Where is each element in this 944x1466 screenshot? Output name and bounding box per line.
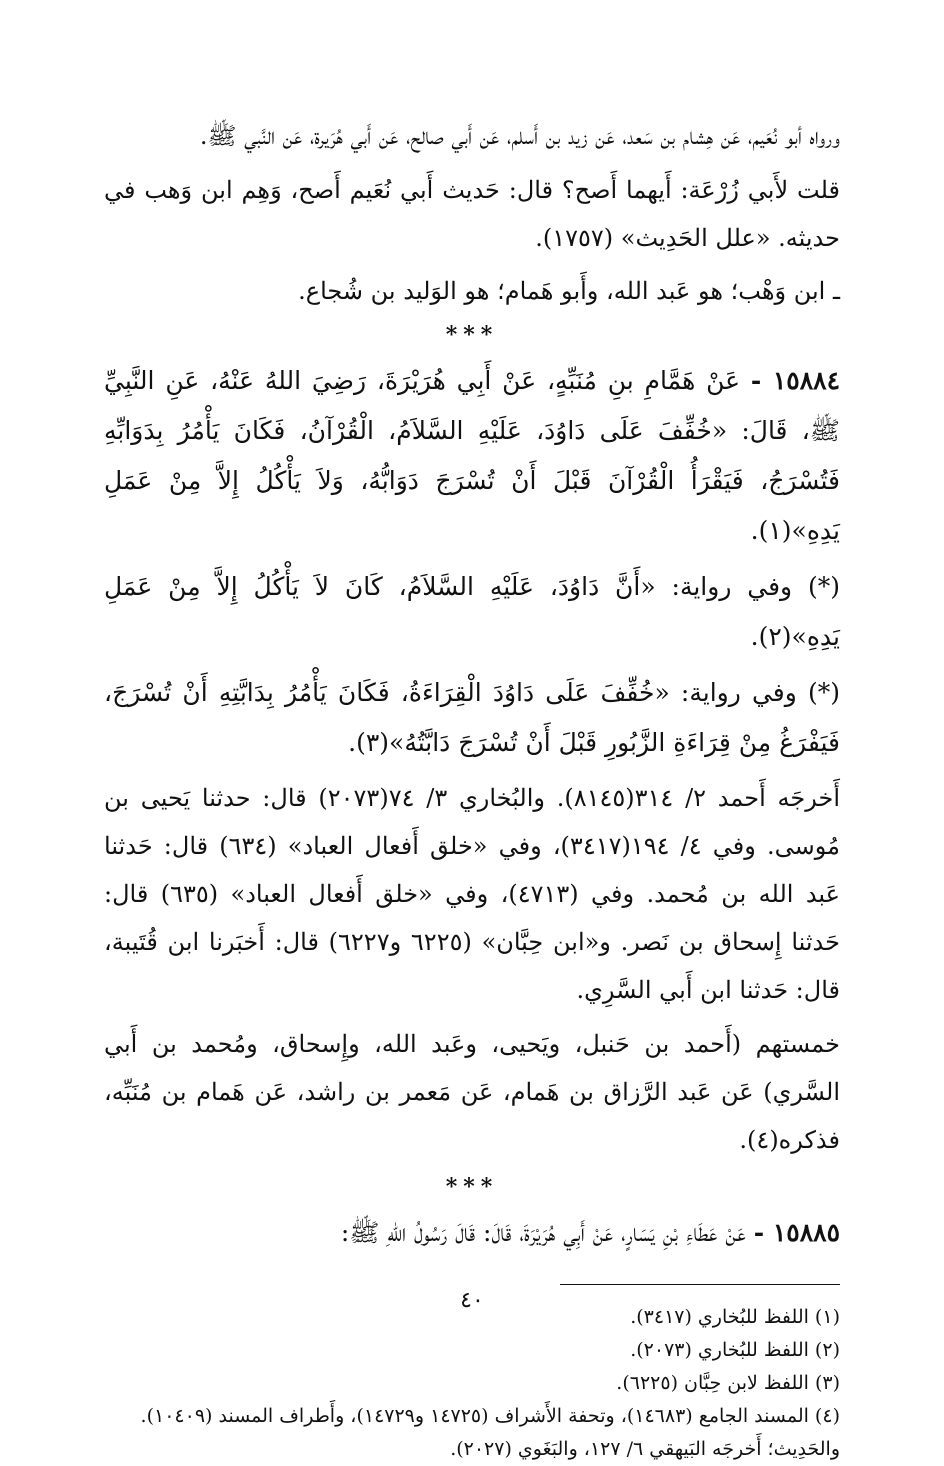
paragraph-riwaya-abu-nuaym: ورواه أبو نُعَيم، عَن هِشام بن سَعد، عَن زيد بن أَسلم، عَن أَبي صالح، عَن أَبي هُرَيرة، عَن النَّبي ﷺ. bbox=[199, 122, 840, 150]
section-divider-stars-2: *** bbox=[445, 1174, 499, 1200]
takhrij-paragraph: أَخرجَه أَحمد ٢/ ٣١٤(٨١٤٥). والبُخاري ٣/ ٧٤(٢٠٧٣) قال: حدثنا يَحيى بن مُوسى. وفي ٤/ ١٩٤(٣٤١٧)، وفي «خلق أَفعال العباد» (٦٣٤) قال: حَدثنا عَبد الله بن مُحمد. وفي (٤٧١٣)، وفي «خلق أَفعال العباد» (٦٣٥) قال: حَدثنا إِسحاق بن نَصر. و«ابن حِبَّان» (٦٢٢٥ و٦٢٢٧) قال: أَخبَرنا ابن قُتَيبة، قال: حَدثنا ابن أَبي السَّرِي. bbox=[104, 784, 840, 1004]
footnote-4: (٤) المسند الجامع (١٤٦٨٣)، وتحفة الأَشراف (١٤٧٢٥ و١٤٧٢٩)، وأَطراف المسند (١٠٤٠٩). والحَدِيث؛ أَخرجَه البَيهقي ٦/ ١٢٧، والبَغَوي (٢٠٢٧). bbox=[140, 1405, 840, 1460]
hadith-block-15884 bbox=[104, 356, 840, 1164]
hadith-matn: عَنْ هَمَّامِ بنِ مُنَبِّهٍ، عَنْ أَبِي هُرَيْرَةَ، رَضِيَ اللهُ عَنْهُ، عَنِ النَّبِيِّ ﷺ، قَالَ: «خُفِّفَ عَلَى دَاوُدَ، عَلَيْهِ السَّلاَمُ، الْقُرْآنُ، فَكَانَ يَأْمُرُ بِدَوَابِّهِ فَتُسْرَجُ، فَيَقْرَأُ الْقُرْآنَ قَبْلَ أَنْ تُسْرَجَ دَوَابُّهُ، وَلاَ يَأْكُلُ إِلاَّ مِنْ عَمَلِ يَدِهِ»(١). bbox=[104, 366, 840, 545]
page-number: ٤٠ bbox=[460, 1288, 484, 1313]
section-divider-stars: *** bbox=[445, 322, 499, 348]
riwaya-variant-1: (*) وفي رواية: «أَنَّ دَاوُدَ، عَلَيْهِ السَّلاَمُ، كَانَ لاَ يَأْكُلُ إِلاَّ مِنْ عَمَلِ يَدِهِ»(٢). bbox=[104, 572, 840, 651]
footnote-1: (١) اللفظ للبُخاري (٣٤١٧). bbox=[630, 1306, 840, 1328]
isnad-paragraph: خمستهم (أَحمد بن حَنبل، ويَحيى، وعَبد الله، وإِسحاق، ومُحمد بن أَبي السَّري) عَن عَبد الرَّزاق بن هَمام، عَن مَعمر بن راشد، عَن هَمام بن مُنَبِّه، فذكره(٤). bbox=[104, 1030, 840, 1154]
hadith-matn: عَنْ عَطَاءِ بْنِ يَسَارٍ، عَنْ أَبِي هُرَيْرَةَ، قَالَ: قَالَ رَسُولُ اللهِ ﷺ: bbox=[340, 1218, 746, 1247]
riwaya-variant-2: (*) وفي رواية: «خُفِّفَ عَلَى دَاوُدَ الْقِرَاءَةُ، فَكَانَ يَأْمُرُ بِدَابَّتِهِ أَنْ تُسْرَجَ، فَيَفْرَغُ مِنْ قِرَاءَةِ الزَّبُورِ قَبْلَ أَنْ تُسْرَجَ دَابَّتُهُ»(٣). bbox=[104, 678, 840, 757]
hadith-block-15885 bbox=[104, 1208, 840, 1258]
footnote-2: (٢) اللفظ للبُخاري (٢٠٧٣). bbox=[630, 1339, 840, 1361]
footnote-3: (٣) اللفظ لابن حِبَّان (٦٢٢٥). bbox=[616, 1372, 840, 1394]
hadith-number: ١٥٨٨٥ - bbox=[753, 1218, 840, 1247]
hadith-number: ١٥٨٨٤ - bbox=[750, 366, 840, 395]
paragraph-abu-zura-quote: قلت لأَبي زُرْعَة: أَيهما أَصح؟ قال: حَديث أَبي نُعَيم أَصح، وَهِم ابن وَهب في حديثه. «علل الحَدِيث» (١٧٥٧). bbox=[104, 176, 840, 252]
hadith-text bbox=[104, 356, 840, 556]
footnotes bbox=[104, 1301, 840, 1466]
paragraph-narrator-note: ـ ابن وَهْب؛ هو عَبد الله، وأَبو هَمام؛ هو الوَليد بن شُجاع. bbox=[298, 277, 840, 305]
footnote-separator bbox=[560, 1284, 840, 1285]
